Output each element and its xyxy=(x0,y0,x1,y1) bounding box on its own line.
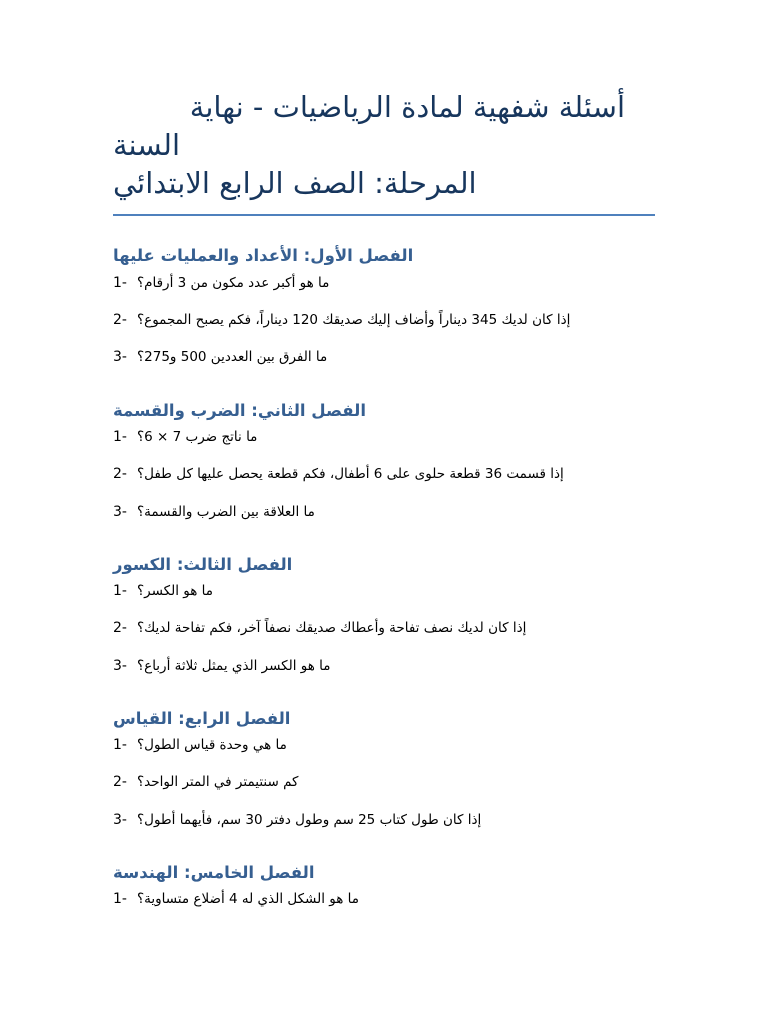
question-text: ما الفرق بين العددين 500 و275؟ xyxy=(136,349,328,365)
question-5-1 xyxy=(113,889,359,909)
question-text: إذا قسمت 36 قطعة حلوى على 6 أطفال، فكم قطعة يحصل عليها كل طفل؟ xyxy=(136,466,564,482)
title-underline xyxy=(113,214,655,216)
question-number: 2- xyxy=(113,774,127,790)
section-heading-4: الفصل الرابع: القياس xyxy=(113,709,291,728)
question-number: 1- xyxy=(113,583,127,599)
title-line-3: المرحلة: الصف الرابع الابتدائي xyxy=(113,166,477,200)
question-2-2 xyxy=(113,464,564,484)
question-3-3 xyxy=(113,656,331,676)
question-text: ما هو الكسر الذي يمثل ثلاثة أرباع؟ xyxy=(136,658,331,674)
question-number: 3- xyxy=(113,349,127,365)
question-text: ما ناتج ضرب 7 × 6؟ xyxy=(136,429,258,445)
question-text: ما العلاقة بين الضرب والقسمة؟ xyxy=(136,504,315,520)
question-1-1 xyxy=(113,273,329,293)
question-number: 3- xyxy=(113,812,127,828)
question-text: ما هو أكبر عدد مكون من 3 أرقام؟ xyxy=(136,275,330,291)
question-text: ما هو الكسر؟ xyxy=(136,583,213,599)
question-4-2 xyxy=(113,772,299,792)
title-line-2: السنة xyxy=(113,128,181,162)
question-4-3 xyxy=(113,810,481,830)
question-number: 1- xyxy=(113,275,127,291)
question-number: 3- xyxy=(113,658,127,674)
question-number: 3- xyxy=(113,504,127,520)
title-line-1: أسئلة شفهية لمادة الرياضيات - نهاية xyxy=(189,90,625,124)
question-number: 2- xyxy=(113,466,127,482)
question-number: 1- xyxy=(113,429,127,445)
question-2-3 xyxy=(113,502,315,522)
question-text: ما هو الشكل الذي له 4 أضلاع متساوية؟ xyxy=(136,891,359,907)
question-number: 2- xyxy=(113,620,127,636)
question-text: إذا كان لديك 345 ديناراً وأضاف إليك صديقك 120 ديناراً، فكم يصبح المجموع؟ xyxy=(136,312,571,328)
question-1-3 xyxy=(113,347,327,367)
question-3-1 xyxy=(113,581,213,601)
question-1-2 xyxy=(113,310,570,330)
question-text: إذا كان لديك نصف تفاحة وأعطاك صديقك نصفاً آخر، فكم تفاحة لديك؟ xyxy=(136,620,527,636)
section-heading-3: الفصل الثالث: الكسور xyxy=(113,555,293,574)
section-heading-2: الفصل الثاني: الضرب والقسمة xyxy=(113,401,367,420)
question-number: 1- xyxy=(113,891,127,907)
question-4-1 xyxy=(113,735,287,755)
question-text: إذا كان طول كتاب 25 سم وطول دفتر 30 سم، فأيهما أطول؟ xyxy=(136,812,482,828)
question-text: ما هي وحدة قياس الطول؟ xyxy=(136,737,287,753)
question-number: 1- xyxy=(113,737,127,753)
section-heading-1: الفصل الأول: الأعداد والعمليات عليها xyxy=(113,246,414,265)
question-2-1 xyxy=(113,427,257,447)
question-text: كم سنتيمتر في المتر الواحد؟ xyxy=(136,774,299,790)
question-number: 2- xyxy=(113,312,127,328)
document-title xyxy=(113,88,655,202)
question-3-2 xyxy=(113,618,526,638)
section-heading-5: الفصل الخامس: الهندسة xyxy=(113,863,315,882)
